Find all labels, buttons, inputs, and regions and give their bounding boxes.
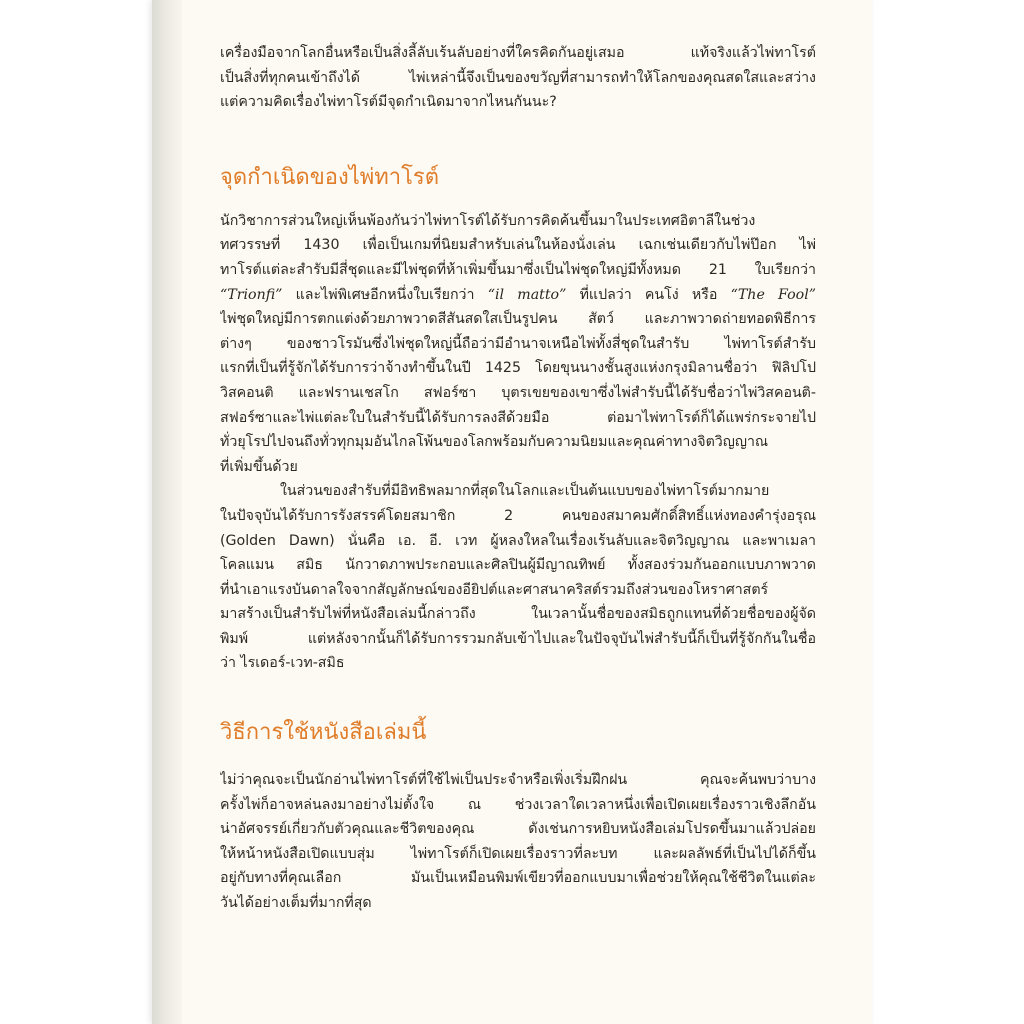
text-line: ว่า ไรเดอร์-เวท-สมิธ	[220, 655, 345, 672]
text-line: ทั่วยุโรปไปจนถึงทั่วทุกมุมอันไกลโพ้นของโลกพร้อมกับความนิยมและคุณค่าทางจิตวิญญาณ	[220, 434, 769, 451]
text-line: ที่เพิ่มขึ้นด้วย	[220, 458, 298, 475]
text-line: เครื่องมือจากโลกอื่นหรือเป็นสิ่งลี้ลับเร้นลับอย่างที่ใครคิดกันอยู่เสมอ แท้จริงแล้วไพ่ทาโรต์	[220, 45, 816, 61]
text-line: โคลแมน สมิธ นักวาดภาพประกอบและศิลปินผู้มีญาณทิพย์ ทั้งสองร่วมกันออกแบบภาพวาด	[220, 557, 816, 574]
text-line: พิมพ์ แต่หลังจากนั้นก็ได้รับการรวมกลับเข้าไปและในปัจจุบันไพ่สำรับนี้ก็เป็นที่รู้จักกันในชื่อ	[220, 630, 816, 647]
text-line: วิสคอนติ และฟรานเชสโก สฟอร์ซา บุตรเขยของเขาซึ่งไพ่สำรับนี้ได้รับชื่อว่าไพ่วิสคอนติ-	[220, 384, 816, 401]
text-line-with-terms	[220, 283, 816, 308]
origin-paragraph-2	[220, 479, 816, 676]
text-line: ในส่วนของสำรับที่มีอิทธิพลมากที่สุดในโลกและเป็นต้นแบบของไพ่ทาโรต์มากมาย	[280, 483, 770, 500]
text-line: ครั้งไพ่ก็อาจหล่นลงมาอย่างไม่ตั้งใจ ณ ช่วงเวลาใดเวลาหนึ่งเพื่อเปิดเผยเรื่องราวเชิงลึกอัน	[220, 796, 816, 813]
intro-paragraph	[220, 41, 816, 115]
text-line: ไพ่ชุดใหญ่มีการตกแต่งด้วยภาพวาดสีสันสดใสเป็นรูปคน สัตว์ และภาพวาดถ่ายทอดพิธีการ	[220, 311, 816, 328]
term-trionfi: “Trionfi”	[220, 286, 283, 303]
term-il-matto: “il matto”	[487, 286, 567, 303]
how-to-use-paragraph	[220, 768, 816, 916]
text-line: อยู่กับทางที่คุณเลือก มันเป็นเหมือนพิมพ์เขียวที่ออกแบบมาเพื่อช่วยให้คุณใช้ชีวิตในแต่ละ	[220, 870, 816, 887]
page-gutter-shadow	[152, 0, 182, 1024]
text-fragment: และไพ่พิเศษอีกหนึ่งใบเรียกว่า	[282, 286, 488, 303]
text-line: วันได้อย่างเต็มที่มากที่สุด	[220, 895, 372, 912]
text-line: (Golden Dawn) นั่นคือ เอ. อี. เวท ผู้หลงใหลในเรื่องเร้นลับและจิตวิญญาณ และพาเมลา	[220, 532, 816, 549]
page-content	[220, 41, 816, 916]
text-line: ในปัจจุบันได้รับการรังสรรค์โดยสมาชิก 2 คนของสมาคมศักดิ์สิทธิ์แห่งทองคำรุ่งอรุณ	[220, 507, 816, 524]
section-heading-origin: จุดกำเนิดของไพ่ทาโรต์	[220, 164, 440, 190]
text-line: นักวิชาการส่วนใหญ่เห็นพ้องกันว่าไพ่ทาโรต์ได้รับการคิดค้นขึ้นมาในประเทศอิตาลีในช่วง	[220, 212, 756, 229]
text-line: ต่างๆ ของชาวโรมันซึ่งไพ่ชุดใหญ่นี้ถือว่ามีอำนาจเหนือไพ่ทั้งสี่ชุดในสำรับ ไพ่ทาโรต์สำรับ	[220, 335, 816, 352]
text-line: แต่ความคิดเรื่องไพ่ทาโรต์มีจุดกำเนิดมาจากไหนกันนะ?	[220, 94, 557, 111]
section-heading-how-to-use: วิธีการใช้หนังสือเล่มนี้	[220, 720, 427, 746]
text-line: น่าอัศจรรย์เกี่ยวกับตัวคุณและชีวิตของคุณ ดังเช่นการหยิบหนังสือเล่มโปรดขึ้นมาแล้วปล่อย	[220, 821, 816, 838]
text-line: มาสร้างเป็นสำรับไพ่ที่หนังสือเล่มนี้กล่าวถึง ในเวลานั้นชื่อของสมิธถูกแทนที่ด้วยชื่อของผู้จัด	[220, 606, 816, 623]
term-the-fool: “The Fool”	[730, 286, 816, 303]
text-line: เป็นสิ่งที่ทุกคนเข้าถึงได้ ไพ่เหล่านี้จึงเป็นของขวัญที่สามารถทำให้โลกของคุณสดใสและสว่าง	[220, 69, 816, 86]
text-line: ทาโรต์แต่ละสำรับมีสี่ชุดและมีไพ่ชุดที่ห้าเพิ่มขึ้นมาซึ่งเป็นไพ่ชุดใหญ่มีทั้งหมด 21 ใบเรียกว่า	[220, 261, 816, 278]
origin-paragraph-1	[220, 209, 816, 480]
text-line: ไม่ว่าคุณจะเป็นนักอ่านไพ่ทาโรต์ที่ใช้ไพ่เป็นประจำหรือเพิ่งเริ่มฝึกฝน คุณจะค้นพบว่าบาง	[220, 772, 816, 789]
text-line: แรกที่เป็นที่รู้จักได้รับการว่าจ้างทำขึ้นในปี 1425 โดยขุนนางชั้นสูงแห่งกรุงมิลานชื่อว่า ฟิลิปโป	[220, 360, 816, 377]
text-line: ทศวรรษที่ 1430 เพื่อเป็นเกมที่นิยมสำหรับเล่นในห้องนั่งเล่น เฉกเช่นเดียวกับไพ่ป๊อก ไพ่	[220, 237, 816, 254]
book-page	[152, 0, 872, 1024]
text-line: ให้หน้าหนังสือเปิดแบบสุ่ม ไพ่ทาโรต์ก็เปิดเผยเรื่องราวที่ละบท และผลลัพธ์ที่เป็นไปได้ก็ขึ้น	[220, 845, 816, 862]
text-line: ที่นำเอาแรงบันดาลใจจากสัญลักษณ์ของอียิปต์และศาสนาคริสต์รวมถึงส่วนของโหราศาสตร์	[220, 581, 769, 598]
text-line: สฟอร์ซาและไพ่แต่ละใบในสำรับนี้ได้รับการลงสีด้วยมือ ต่อมาไพ่ทาโรต์ก็ได้แพร่กระจายไป	[220, 409, 816, 426]
text-fragment: ที่แปลว่า คนโง่ หรือ	[566, 286, 731, 303]
